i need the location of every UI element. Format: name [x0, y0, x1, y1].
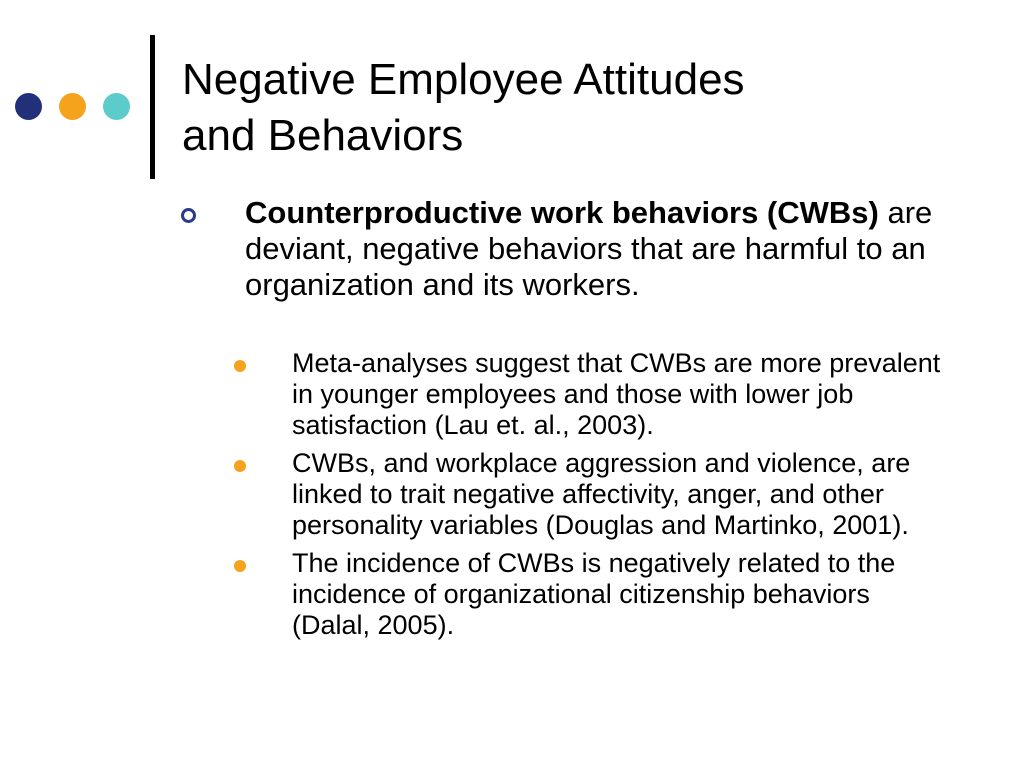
decorative-dot-navy — [15, 93, 42, 120]
orange-bullet-icon — [234, 460, 246, 472]
title-divider — [150, 35, 155, 179]
main-bullet-text — [245, 195, 941, 303]
sub-bullet-item — [232, 448, 952, 541]
sub-bullet-text: CWBs, and workplace aggression and violence, are linked to trait negative affectivity, anger, and other personality variables (Douglas and Martinko, 2001). — [292, 448, 911, 540]
slide-title-line-1: Negative Employee Attitudes — [182, 55, 745, 104]
cwb-term: Counterproductive work behaviors (CWBs) — [245, 195, 879, 230]
orange-bullet-icon — [234, 360, 246, 372]
orange-bullet-icon — [234, 560, 246, 572]
ring-bullet-icon — [181, 208, 196, 223]
cwb-definition: are deviant, negative behaviors that are harmful to an organization and its workers. — [245, 195, 933, 302]
sub-bullet-item — [232, 348, 952, 441]
decorative-dot-orange — [59, 93, 86, 120]
main-bullet — [181, 195, 941, 303]
sub-bullet-list — [232, 348, 952, 648]
slide-title — [182, 52, 982, 164]
sub-bullet-text: The incidence of CWBs is negatively related to the incidence of organizational citizenship behaviors (Dalal, 2005). — [292, 548, 896, 640]
sub-bullet-item — [232, 548, 952, 641]
slide-title-line-2: and Behaviors — [182, 111, 464, 160]
decorative-dot-teal — [103, 93, 130, 120]
sub-bullet-text: Meta-analyses suggest that CWBs are more prevalent in younger employees and those with lower job satisfaction (Lau et. al., 2003). — [292, 348, 941, 440]
